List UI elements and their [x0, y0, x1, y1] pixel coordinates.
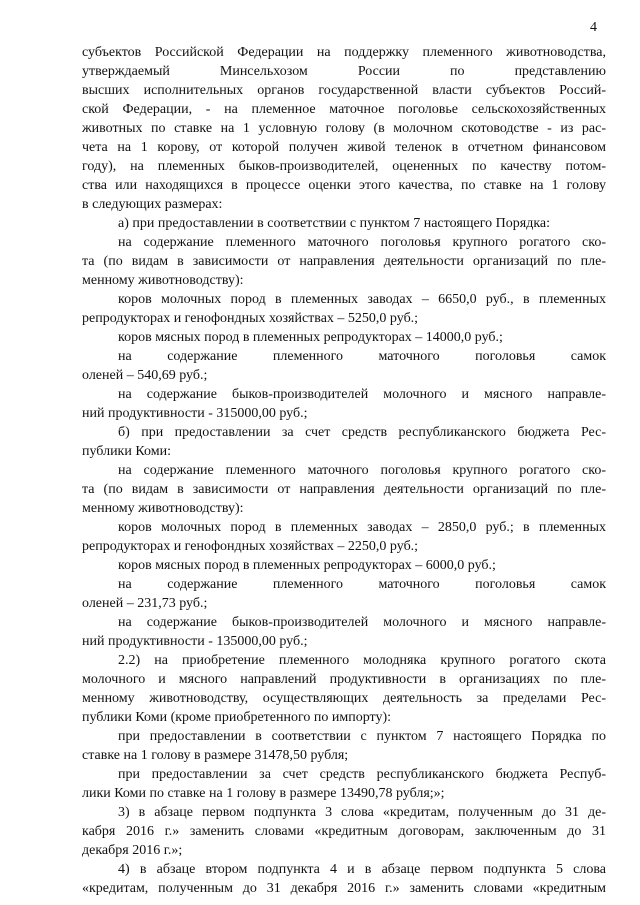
text-line: на содержание племенного маточного поголовья крупного рогатого ско- — [118, 463, 606, 478]
text-line: репродукторах и генофондных хозяйствах – 5250,0 руб.; — [82, 311, 419, 326]
text-line: ний продуктивности - 135000,00 руб.; — [82, 634, 308, 649]
text-line: коров молочных пород в племенных заводах – 2850,0 руб.; в племенных — [118, 520, 606, 535]
text-line: на содержание быков-производителей молочного и мясного направле- — [118, 387, 606, 402]
text-line: публики Коми: — [82, 444, 171, 459]
text-line: высших исполнительных органов государственной власти субъектов Россий- — [82, 83, 606, 98]
text-line: та (по видам в зависимости от направления деятельности организаций по пле- — [82, 254, 606, 269]
text-line: коров мясных пород в племенных репродукторах – 14000,0 руб.; — [118, 330, 503, 345]
text-line: менному животноводству, осуществляющих деятельность за пределами Рес- — [82, 691, 606, 706]
text-line: в следующих размерах: — [82, 197, 223, 212]
text-line: на содержание племенного маточного поголовья крупного рогатого ско- — [118, 235, 606, 250]
text-line: 4) в абзаце втором подпункта 4 и в абзаце первом подпункта 5 слова — [118, 862, 606, 877]
text-line: году), на племенных быков-производителей, оцененных по качеству потом- — [82, 159, 606, 174]
text-line: на содержание племенного маточного поголовья самок — [118, 577, 606, 592]
text-line: декабря 2016 г.»; — [82, 843, 183, 858]
text-line: «кредитам, полученным до 31 декабря 2016 г.» заменить словами «кредитным — [82, 881, 606, 896]
text-line: при предоставлении в соответствии с пунктом 7 настоящего Порядка по — [118, 729, 606, 744]
text-line: та (по видам в зависимости от направления деятельности организаций по пле- — [82, 482, 606, 497]
text-line: а) при предоставлении в соответствии с пунктом 7 настоящего Порядка: — [118, 216, 551, 231]
text-line: менному животноводству): — [82, 273, 244, 288]
text-line: субъектов Российской Федерации на поддержку племенного животноводства, — [82, 45, 606, 60]
text-line: репродукторах и генофондных хозяйствах – 2250,0 руб.; — [82, 539, 419, 554]
text-line: оленей – 540,69 руб.; — [82, 368, 208, 383]
page-number: 4 — [590, 20, 597, 35]
text-line: ской Федерации, - на племенное маточное поголовье сельскохозяйственных — [82, 102, 606, 117]
text-line: 2.2) на приобретение племенного молодняка крупного рогатого скота — [118, 653, 606, 668]
text-line: б) при предоставлении за счет средств республиканского бюджета Рес- — [118, 425, 606, 440]
text-line: при предоставлении за счет средств республиканского бюджета Респуб- — [118, 767, 606, 782]
text-line: утверждаемый Минсельхозом России по представлению — [82, 64, 606, 79]
text-line: публики Коми (кроме приобретенного по импорту): — [82, 710, 392, 725]
text-line: чета на 1 корову, от которой получен живой теленок в отчетном финансовом — [82, 140, 606, 155]
text-line: коров мясных пород в племенных репродукторах – 6000,0 руб.; — [118, 558, 496, 573]
text-line: менному животноводству): — [82, 501, 244, 516]
text-line: на содержание быков-производителей молочного и мясного направле- — [118, 615, 606, 630]
text-line: на содержание племенного маточного поголовья самок — [118, 349, 606, 364]
text-line: кабря 2016 г.» заменить словами «кредитным договорам, заключенным до 31 — [82, 824, 606, 839]
text-line: ставке на 1 голову в размере 31478,50 рубля; — [82, 748, 349, 763]
text-line: лики Коми по ставке на 1 голову в размере 13490,78 рубля;»; — [82, 786, 445, 801]
text-line: ства или находящихся в процессе оценки этого качества, по ставке на 1 голову — [82, 178, 606, 193]
text-line: ний продуктивности - 315000,00 руб.; — [82, 406, 308, 421]
text-line: молочного и мясного направлений продуктивности в организациях по пле- — [82, 672, 606, 687]
text-line: животных по ставке на 1 условную голову (в молочном скотоводстве - из рас- — [82, 121, 606, 136]
text-line: коров молочных пород в племенных заводах – 6650,0 руб., в племенных — [118, 292, 606, 307]
text-line: оленей – 231,73 руб.; — [82, 596, 208, 611]
text-line: 3) в абзаце первом подпункта 3 слова «кредитам, полученным до 31 де- — [118, 805, 606, 820]
